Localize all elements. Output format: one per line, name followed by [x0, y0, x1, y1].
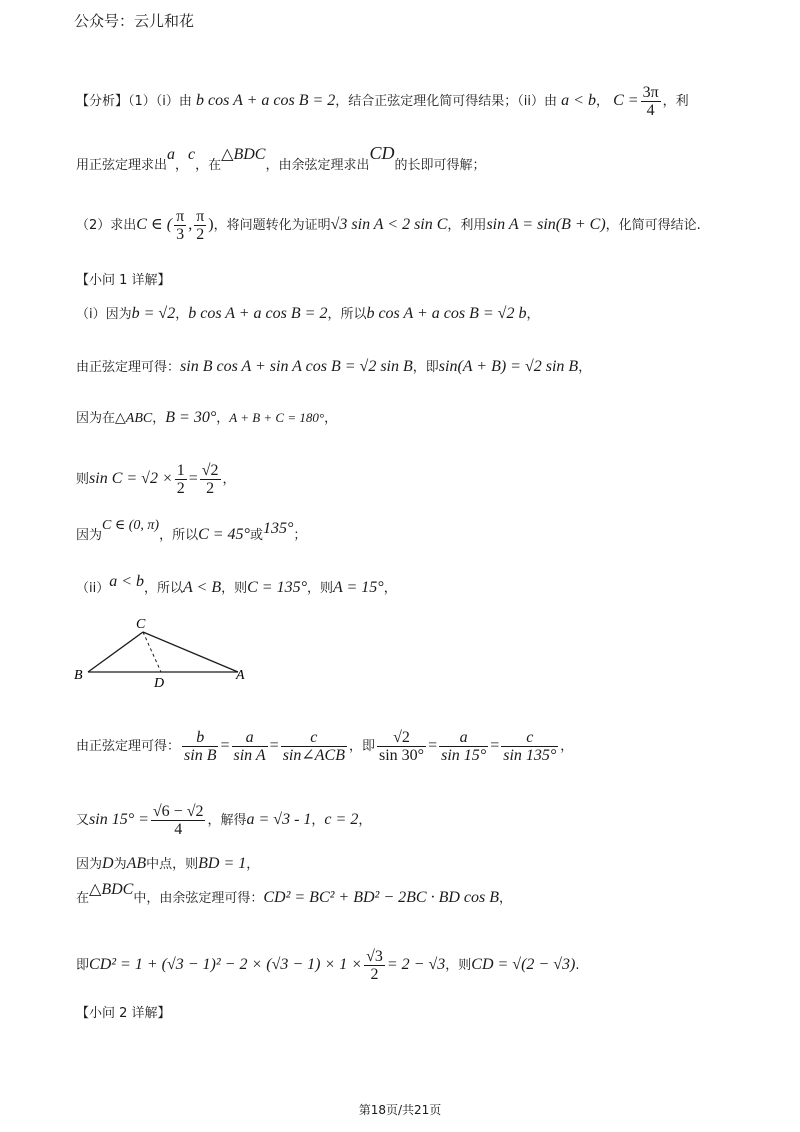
- denominator: sin 15°: [441, 747, 487, 764]
- analysis-line-1: [76, 84, 689, 119]
- formula: a < b: [561, 92, 596, 109]
- part1-line-ii: [76, 573, 397, 599]
- part1-line-cosine: [76, 881, 513, 909]
- denominator: sin B: [184, 747, 217, 764]
- formula: BD = 1: [198, 855, 247, 872]
- text: 在: [76, 891, 90, 906]
- formula: √3 sin A < 2 sin C: [330, 216, 448, 233]
- text: 为: [113, 857, 127, 872]
- text: 又: [76, 813, 90, 828]
- formula: sin A = sin(B + C): [486, 216, 606, 233]
- vertex-c-label: C: [136, 617, 146, 632]
- formula: △BDC: [221, 146, 266, 163]
- formula: sin(A + B) = √2 sin B: [438, 358, 579, 375]
- text: ，: [324, 411, 338, 426]
- formula: 135°: [262, 520, 294, 537]
- text: 则: [76, 472, 90, 487]
- text: ，即: [348, 739, 375, 754]
- formula: △BDC: [89, 881, 134, 898]
- text: ，利用: [447, 218, 487, 233]
- text: ，: [175, 307, 189, 322]
- text: ,: [188, 216, 193, 233]
- text: 用正弦定理求出: [76, 158, 168, 173]
- formula: C ∈ (0, π): [102, 518, 160, 533]
- text: （i）因为: [76, 307, 132, 322]
- text: ，: [560, 739, 574, 754]
- text: ，: [526, 307, 540, 322]
- analysis-line-2: [76, 143, 486, 176]
- text: =: [490, 737, 500, 754]
- text: 中点，则: [146, 857, 199, 872]
- text: 即: [76, 958, 90, 973]
- text: ，化简可得结论.: [605, 218, 701, 233]
- side-bc: [88, 632, 143, 672]
- text: .: [575, 958, 580, 973]
- part1-line-sine: [76, 357, 591, 378]
- text: 由正弦定理可得：: [76, 360, 181, 375]
- formula: △ABC: [115, 411, 153, 426]
- text: 由正弦定理可得：: [76, 739, 181, 754]
- text: 因为: [76, 528, 103, 543]
- formula: CD² = 1 + (√3 − 1)² − 2 × (√3 − 1) × 1 ×: [89, 956, 363, 973]
- text: ，: [152, 411, 166, 426]
- formula: a < b: [109, 573, 145, 590]
- formula: D: [102, 855, 114, 872]
- part1-line-i: [76, 304, 539, 325]
- side-ca: [143, 632, 238, 672]
- formula: AB: [126, 855, 147, 872]
- text: ，: [216, 411, 230, 426]
- denominator: 4: [174, 821, 183, 838]
- fraction: [175, 462, 187, 497]
- formula: = 2 − √3: [386, 956, 446, 973]
- text: =: [428, 737, 438, 754]
- fraction: [182, 729, 218, 764]
- part1-line-sinc: [76, 462, 236, 497]
- formula: C = 135°: [247, 579, 307, 596]
- formula: b cos A + a cos B = 2: [196, 92, 336, 109]
- text: ，: [578, 360, 592, 375]
- fraction: [377, 729, 426, 764]
- numerator: √2: [201, 462, 219, 479]
- formula: b cos A + a cos B = √2 b: [366, 305, 527, 322]
- text: （ii）: [76, 581, 110, 596]
- numerator: a: [232, 729, 268, 747]
- formula: b = √2: [131, 305, 176, 322]
- part1-line-law-of-sines: [76, 729, 573, 764]
- part1-heading: 【小问 1 详解】: [76, 273, 171, 288]
- formula: a = √3 - 1: [246, 811, 312, 828]
- denominator: sin∠ACB: [282, 747, 345, 764]
- text: ，将问题转化为证明: [213, 218, 331, 233]
- denominator: sin 135°: [503, 747, 557, 764]
- text: ，则: [221, 581, 248, 596]
- analysis-line-3: [76, 208, 701, 243]
- numerator: b: [182, 729, 218, 747]
- text: ，在: [195, 158, 222, 173]
- text: ，所以: [144, 581, 184, 596]
- formula: CD: [369, 143, 395, 163]
- denominator: 2: [196, 226, 205, 243]
- denominator: sin A: [233, 747, 266, 764]
- text: ，则: [307, 581, 334, 596]
- text: ，所以: [327, 307, 367, 322]
- formula: A = 15°: [333, 579, 384, 596]
- formula: C = 45°: [198, 526, 250, 543]
- text: ，: [175, 158, 189, 173]
- text: ): [208, 216, 214, 233]
- text: ，: [358, 813, 372, 828]
- formula: sin 15° =: [89, 811, 149, 828]
- text: 中，由余弦定理可得：: [133, 891, 264, 906]
- text: ，利: [662, 94, 689, 109]
- text: ，: [311, 813, 325, 828]
- triangle-diagram: [70, 612, 260, 692]
- fraction: [641, 84, 661, 119]
- fraction: [439, 729, 488, 764]
- text: 因为在: [76, 411, 116, 426]
- numerator: c: [281, 729, 347, 747]
- denominator: 2: [206, 480, 215, 497]
- formula: CD² = BC² + BD² − 2BC · BD cos B: [263, 889, 499, 906]
- text: （1）（i）由: [128, 94, 192, 109]
- fraction: [501, 729, 558, 764]
- fraction: [200, 462, 221, 497]
- text: =: [269, 737, 279, 754]
- formula: c: [188, 146, 196, 163]
- numerator: √6 − √2: [152, 803, 204, 820]
- text: ，: [499, 891, 513, 906]
- text: ，: [246, 857, 260, 872]
- numerator: a: [439, 729, 488, 747]
- text: ，由余弦定理求出: [265, 158, 370, 173]
- text: ，则: [445, 958, 472, 973]
- text: ，结合正弦定理化简可得结果；（ii）由: [335, 94, 557, 109]
- vertex-b-label: B: [74, 668, 83, 683]
- part2-heading: 【小问 2 详解】: [76, 1006, 171, 1021]
- fraction: [174, 208, 186, 243]
- part1-line-triangle: [76, 408, 337, 429]
- formula: sin B cos A + sin A cos B = √2 sin B: [180, 358, 413, 375]
- page-number: 第18页/共21页: [358, 1103, 442, 1117]
- part1-line-c-range: [76, 518, 307, 546]
- formula: c = 2: [324, 811, 359, 828]
- formula: B = 30°: [165, 409, 217, 426]
- fraction: [364, 948, 385, 983]
- text: ，: [383, 581, 397, 596]
- vertex-a-label: A: [236, 668, 245, 683]
- text: 或: [249, 528, 263, 543]
- formula: A + B + C = 180°: [229, 410, 325, 425]
- numerator: 3π: [642, 84, 659, 101]
- text: ，: [222, 472, 236, 487]
- formula: sin C = √2 ×: [89, 470, 173, 487]
- text: ，即: [412, 360, 439, 375]
- numerator: π: [196, 208, 205, 225]
- text: 的长即可得解；: [394, 158, 486, 173]
- denominator: 2: [176, 480, 185, 497]
- text: ，所以: [159, 528, 199, 543]
- text: =: [188, 470, 198, 487]
- numerator: √2: [377, 729, 426, 747]
- formula: A < B: [183, 579, 222, 596]
- numerator: 1: [176, 462, 185, 479]
- formula: C ∈ (: [136, 216, 173, 233]
- text: =: [220, 737, 230, 754]
- fraction: [194, 208, 206, 243]
- text: 因为: [76, 857, 103, 872]
- formula: C =: [613, 92, 639, 109]
- point-d-label: D: [154, 676, 165, 691]
- denominator: sin 30°: [379, 747, 425, 764]
- fraction: [151, 803, 206, 838]
- denominator: 2: [370, 966, 379, 983]
- part1-line-result: [76, 948, 579, 983]
- text: （2）求出: [76, 218, 137, 233]
- formula: CD = √(2 − √3): [471, 956, 576, 973]
- formula: b cos A + a cos B = 2: [188, 305, 328, 322]
- numerator: π: [176, 208, 185, 225]
- text: ，: [595, 94, 609, 109]
- part1-line-sin15: [76, 803, 371, 838]
- fraction: [281, 729, 347, 764]
- denominator: 4: [646, 102, 655, 119]
- numerator: c: [501, 729, 558, 747]
- analysis-label: 【分析】: [76, 94, 129, 109]
- text: ，解得: [207, 813, 247, 828]
- part1-line-midpoint: [76, 854, 259, 875]
- denominator: 3: [176, 226, 185, 243]
- formula: a: [167, 146, 176, 163]
- numerator: √3: [366, 948, 383, 965]
- fraction: [232, 729, 268, 764]
- brand-header: 公众号：云儿和花: [74, 12, 195, 30]
- text: ；: [293, 528, 307, 543]
